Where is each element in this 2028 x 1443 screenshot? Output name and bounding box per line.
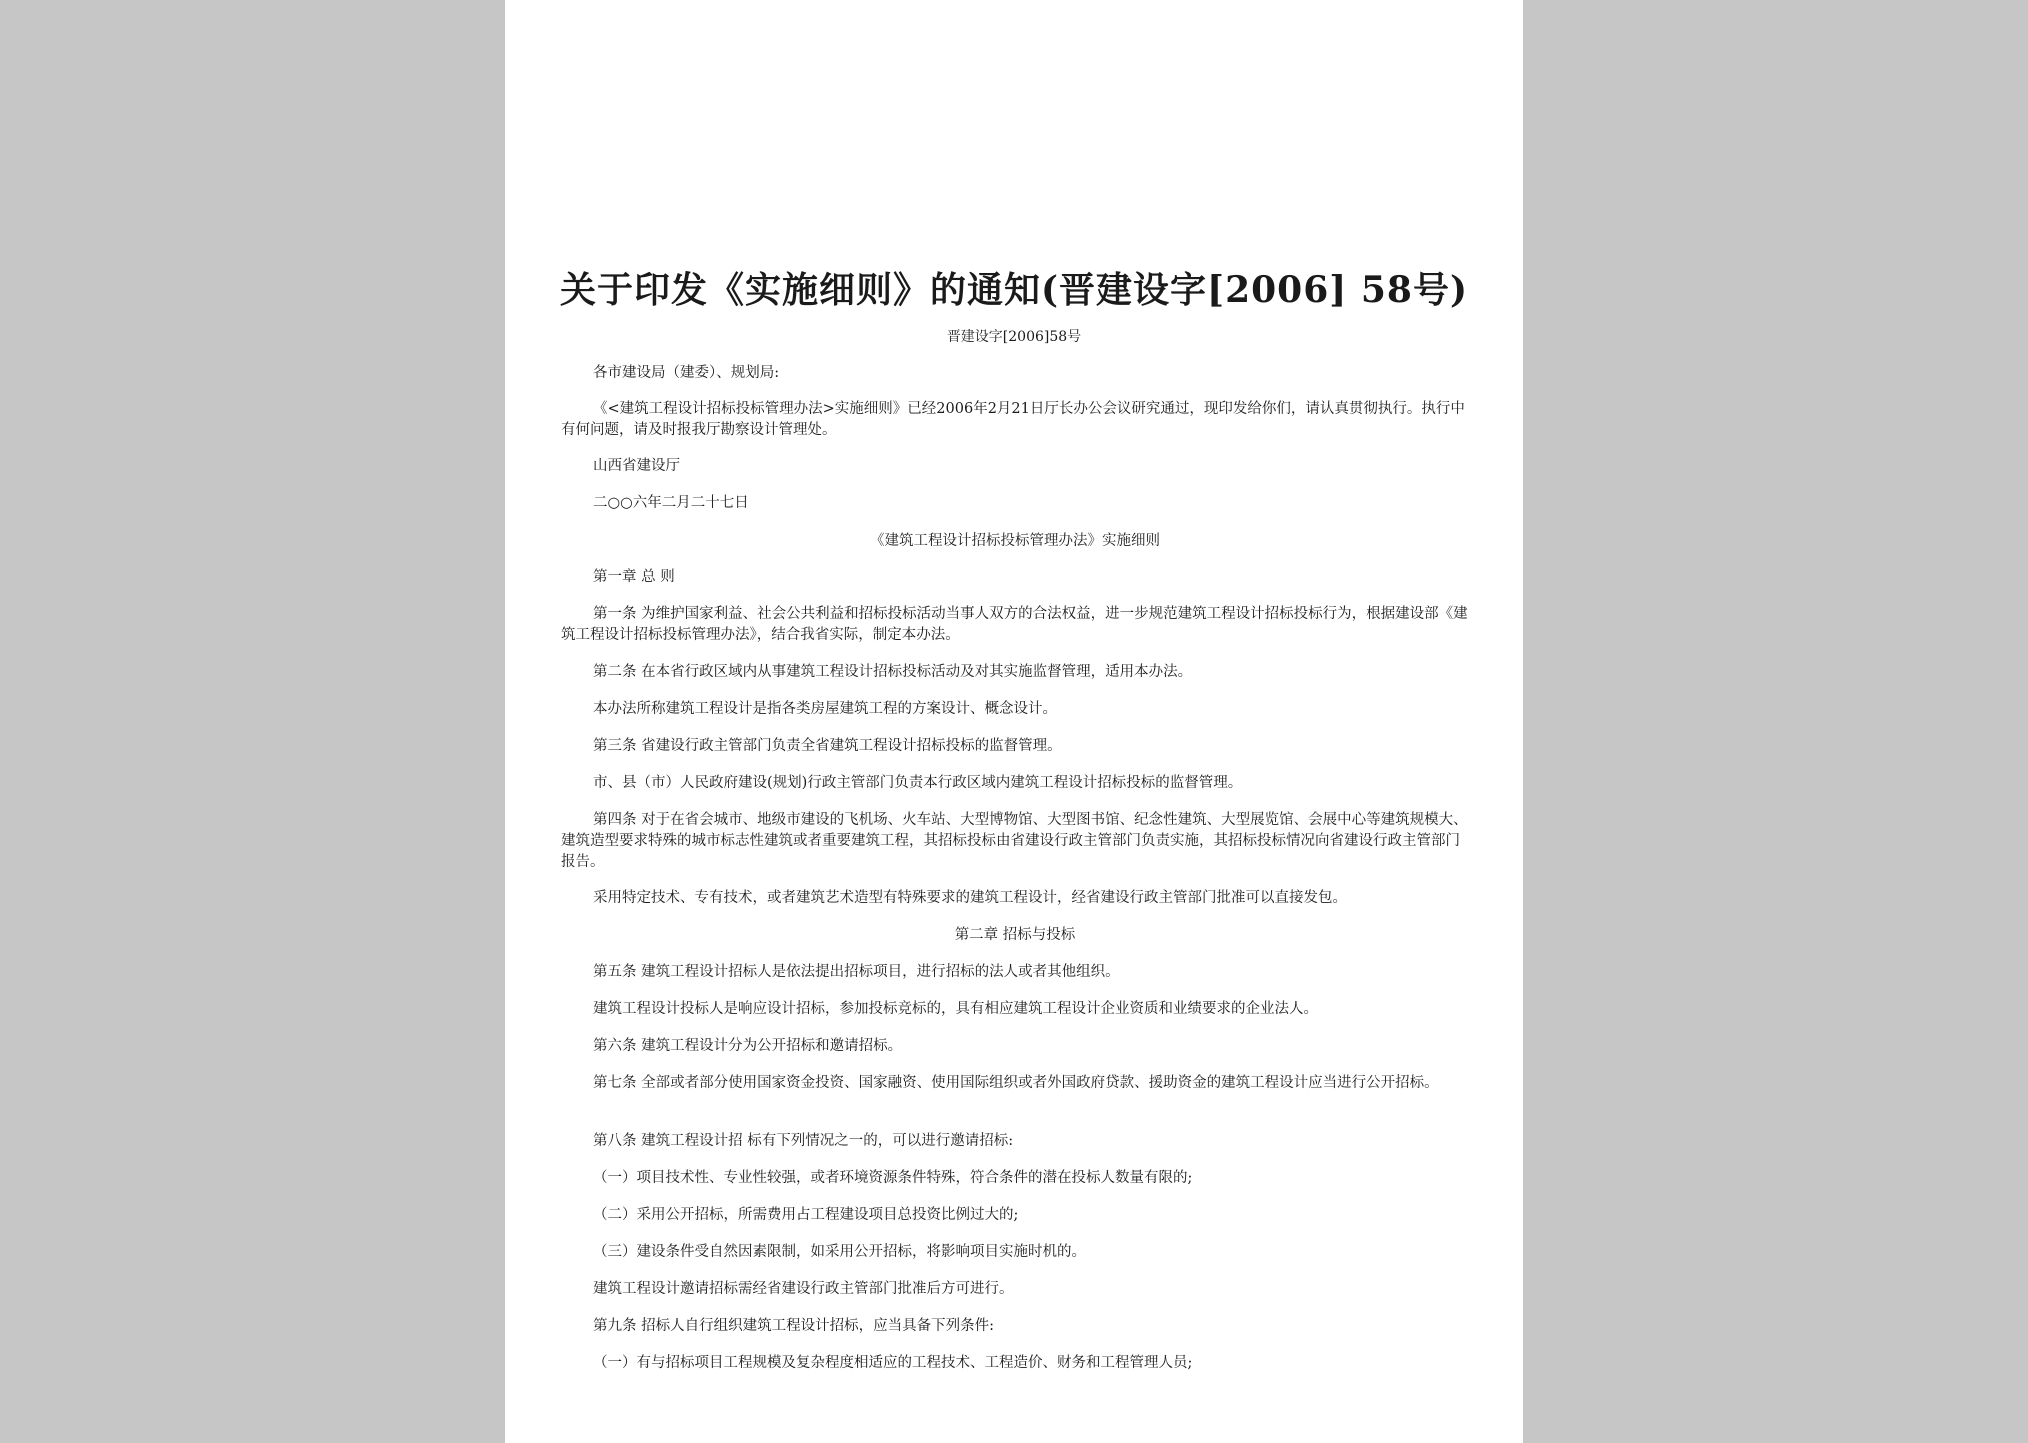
paragraph-article-8-item-2: （二）采用公开招标，所需费用占工程建设项目总投资比例过大的;	[593, 1207, 1019, 1223]
paragraph-issuer: 山西省建设厅	[593, 458, 680, 474]
paragraph-article-5: 第五条 建筑工程设计招标人是依法提出招标项目，进行招标的法人或者其他组织。	[593, 964, 1120, 980]
paragraph-notice: 《<建筑工程设计招标投标管理办法>实施细则》已经2006年2月21日厅长办公会议研究通过，现印发给你们，请认真贯彻执行。执行中有何问题，请及时报我厅勘察设计管理处。	[561, 401, 1465, 438]
paragraph-article-2: 第二条 在本省行政区域内从事建筑工程设计招标投标活动及对其实施监督管理，适用本办法。	[593, 664, 1193, 680]
paragraph-addressee: 各市建设局（建委）、规划局:	[593, 365, 780, 381]
paragraph-article-8-item-3: （三）建设条件受自然因素限制，如采用公开招标，将影响项目实施时机的。	[593, 1244, 1086, 1260]
paragraph-article-3: 第三条 省建设行政主管部门负责全省建筑工程设计招标投标的监督管理。	[593, 738, 1062, 754]
paragraph-article-6: 第六条 建筑工程设计分为公开招标和邀请招标。	[593, 1038, 903, 1054]
paragraph-chapter-1: 第一章 总 则	[593, 569, 675, 585]
paragraph-article-8: 第八条 建筑工程设计招 标有下列情况之一的，可以进行邀请招标:	[593, 1133, 1014, 1149]
paragraph-article-8-item-1: （一）项目技术性、专业性较强，或者环境资源条件特殊，符合条件的潜在投标人数量有限的;	[593, 1170, 1193, 1186]
document-page	[505, 0, 1523, 1443]
paragraph-article-9-item-1: （一）有与招标项目工程规模及复杂程度相适应的工程技术、工程造价、财务和工程管理人员;	[593, 1355, 1193, 1371]
paragraph-rules-title: 《建筑工程设计招标投标管理办法》实施细则	[870, 533, 1160, 549]
paragraph-chapter-2: 第二章 招标与投标	[954, 927, 1076, 943]
paragraph-article-3-note: 市、县（市）人民政府建设(规划)行政主管部门负责本行政区域内建筑工程设计招标投标的监督管理。	[593, 775, 1243, 791]
paragraph-article-5-note: 建筑工程设计投标人是响应设计招标，参加投标竞标的，具有相应建筑工程设计企业资质和业绩要求的企业法人。	[593, 1001, 1318, 1017]
paragraph-article-9: 第九条 招标人自行组织建筑工程设计招标，应当具备下列条件:	[593, 1318, 994, 1334]
paragraph-article-7: 第七条 全部或者部分使用国家资金投资、国家融资、使用国际组织或者外国政府贷款、援助资金的建筑工程设计应当进行公开招标。	[593, 1075, 1439, 1091]
document-number: 晋建设字[2006]58号	[946, 329, 1082, 345]
paragraph-date: 二○○六年二月二十七日	[593, 495, 749, 511]
document-title: 关于印发《实施细则》的通知(晋建设字[2006] 58号)	[560, 269, 1468, 311]
paragraph-article-1: 第一条 为维护国家利益、社会公共利益和招标投标活动当事人双方的合法权益，进一步规范建筑工程设计招标投标行为，根据建设部《建筑工程设计招标投标管理办法》，结合我省实际，制定本办法。	[561, 606, 1468, 643]
paragraph-article-2-note: 本办法所称建筑工程设计是指各类房屋建筑工程的方案设计、概念设计。	[593, 701, 1057, 717]
paragraph-article-4: 第四条 对于在省会城市、地级市建设的飞机场、火车站、大型博物馆、大型图书馆、纪念性建筑、大型展览馆、会展中心等建筑规模大、建筑造型要求特殊的城市标志性建筑或者重要建筑工程，其招标投标由省建设行政主管部门负责实施，其招标投标情况向省建设行政主管部门报告。	[561, 812, 1468, 870]
paragraph-article-8-note: 建筑工程设计邀请招标需经省建设行政主管部门批准后方可进行。	[593, 1281, 1014, 1297]
paragraph-article-4-note: 采用特定技术、专有技术，或者建筑艺术造型有特殊要求的建筑工程设计，经省建设行政主管部门批准可以直接发包。	[593, 890, 1347, 906]
